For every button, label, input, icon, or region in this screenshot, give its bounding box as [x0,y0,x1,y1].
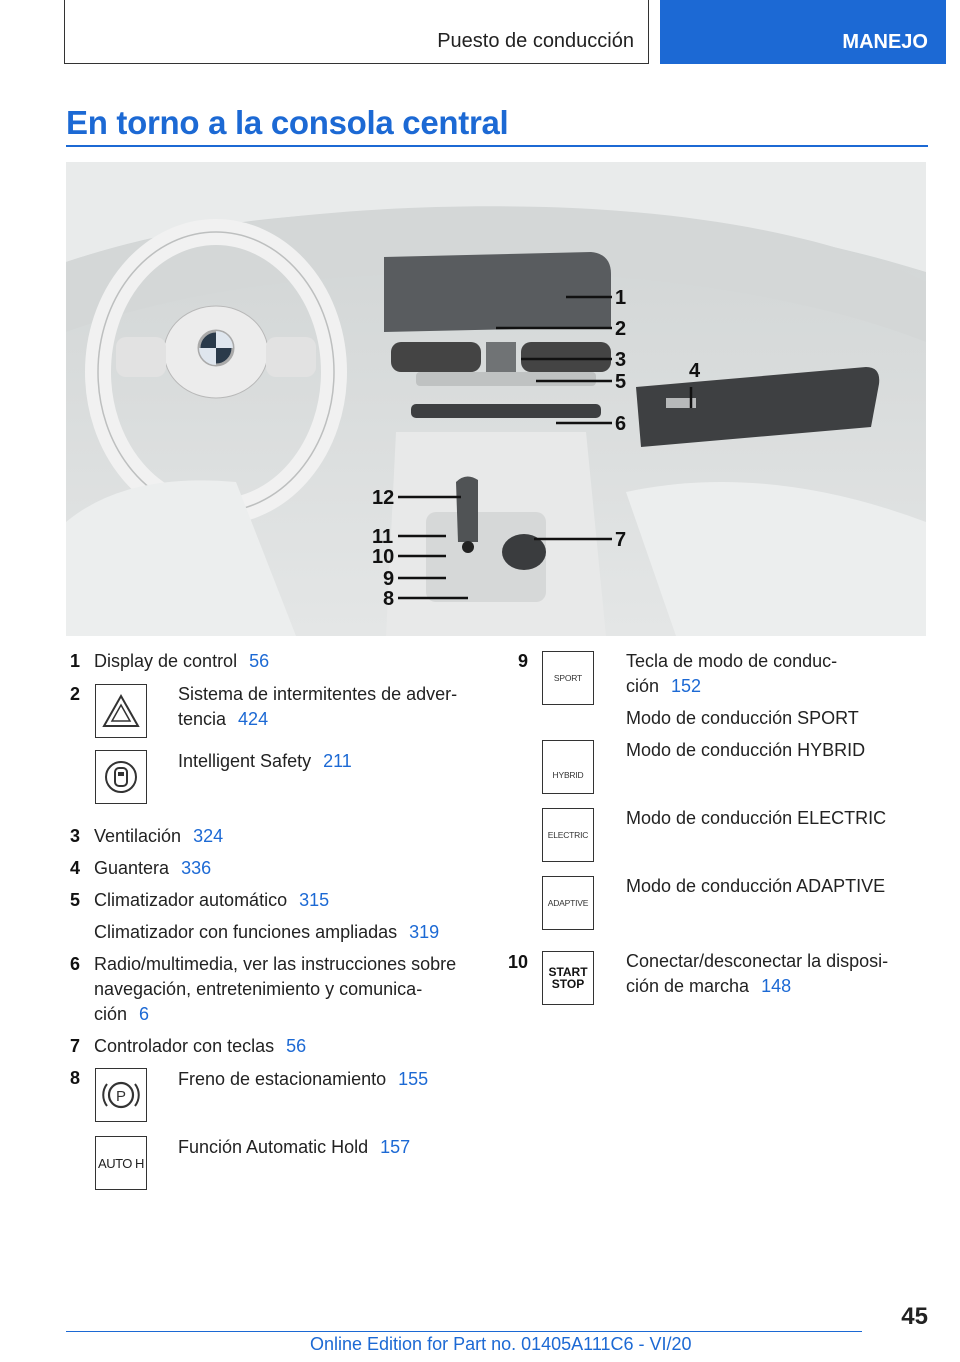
page-number: 45 [901,1303,928,1330]
legend-text-3: Ventilación [94,826,182,846]
callout-4: 4 [689,360,701,382]
intelligent-safety-icon [95,750,147,804]
hybrid-label: HYBRID [552,770,584,780]
callout-2: 2 [615,318,627,340]
page-ref-2a[interactable]: 424 [238,709,269,729]
legend-text-5a: Climatizador automático [94,890,288,910]
header-chapter-label: MANEJO [842,31,928,53]
callout-12: 12 [372,487,395,509]
legend-item-8a [178,1067,428,1092]
legend-number-4: 4 [69,858,80,878]
callout-3: 3 [615,349,627,371]
parking-brake-icon [95,1068,147,1122]
adaptive-button-icon [542,876,594,930]
legend-number-5: 5 [69,890,80,910]
legend-text-2b: Intelligent Safety [178,751,312,771]
callout-1: 1 [615,287,627,309]
page-ref-4[interactable]: 336 [181,858,212,878]
legend-item-2a [178,682,457,732]
callout-11: 11 [372,526,394,548]
legend-item-7 [94,1034,306,1059]
legend-text-2a-line1: Sistema de intermitentes de adver- [178,684,458,704]
legend-text-8a: Freno de estacionamiento [178,1069,387,1089]
legend-text-6-line2: navegación, entretenimiento y comunica- [94,979,423,999]
page-ref-2b[interactable]: 211 [323,751,352,771]
header-section-tab [64,0,649,64]
callout-6: 6 [615,413,627,435]
legend-text-8b: Función Automatic Hold [178,1137,369,1157]
header-section-label: Puesto de conducción [437,30,634,52]
footer-edition: Online Edition for Part no. 01405A111C6 - VI/20 [310,1334,692,1354]
cockpit-drawing [66,162,926,636]
header-chapter-tab[interactable] [660,0,946,64]
legend-text-9-electric: Modo de conducción ELECTRIC [626,808,887,828]
legend-text-5b: Climatizador con funciones ampliadas [94,922,398,942]
legend-text-9-line1: Tecla de modo de conduc- [626,651,838,671]
legend-text-7: Controlador con teclas [94,1036,275,1056]
electric-button-icon [542,808,594,862]
legend-item-5a [94,888,329,913]
page-ref-10[interactable]: 148 [761,976,792,996]
legend-number-8: 8 [69,1068,80,1088]
page-ref-8b[interactable]: 157 [380,1137,411,1157]
callout-9: 9 [383,568,395,590]
legend-item-4 [94,856,211,881]
callout-10: 10 [372,546,395,568]
auto-hold-button-icon [95,1136,147,1190]
page-ref-3[interactable]: 324 [193,826,224,846]
footer-divider [66,1331,862,1332]
callout-8: 8 [383,588,395,610]
legend-number-9: 9 [517,651,528,671]
legend-item-8b [178,1135,410,1160]
hazard-triangle-icon [95,684,147,738]
legend-number-2: 2 [69,684,80,704]
legend-item-9-sport [626,649,859,731]
stop-label: STOP [551,977,585,991]
page-ref-6[interactable]: 6 [139,1004,150,1024]
legend-text-1: Display de control [94,651,238,671]
legend-text-9-sport-mode: Modo de conducción SPORT [626,708,859,728]
legend-text-10-line1: Conectar/desconectar la disposi- [626,951,889,971]
start-label: START [548,965,588,979]
callout-7: 7 [615,529,627,551]
legend-item-2b [178,749,352,774]
legend-number-3: 3 [69,826,80,846]
legend-text-4: Guantera [94,858,170,878]
auto-hold-label: AUTO H [98,1155,144,1171]
legend-text-9-adaptive: Modo de conducción ADAPTIVE [626,876,886,896]
page-ref-5a[interactable]: 315 [299,890,330,910]
legend-text-9-hybrid: Modo de conducción HYBRID [626,740,866,760]
legend-number-6: 6 [69,954,80,974]
cockpit-illustration [66,162,926,636]
hybrid-button-icon [542,740,594,794]
page-ref-8a[interactable]: 155 [398,1069,429,1089]
legend-text-6-line3: ción [94,1004,128,1024]
page-ref-1[interactable]: 56 [249,651,270,671]
start-stop-button-icon [542,951,594,1005]
page-title: En torno a la consola central [66,104,509,141]
legend-item-6 [94,952,456,1027]
sport-label: SPORT [553,673,583,683]
legend-number-10: 10 [507,952,528,972]
legend-item-5b [94,920,439,945]
page-ref-7[interactable]: 56 [286,1036,307,1056]
legend-item-1 [94,649,269,674]
page-ref-5b[interactable]: 319 [409,922,440,942]
sport-button-icon [542,651,594,705]
legend-number-1: 1 [69,651,80,671]
legend-item-3 [94,824,223,849]
legend-number-7: 7 [69,1036,80,1056]
legend-text-9-line2: ción [626,676,660,696]
electric-label: ELECTRIC [547,830,589,840]
callout-5: 5 [615,371,627,393]
page-ref-9[interactable]: 152 [671,676,702,696]
legend-text-2a-line2: tencia [178,709,227,729]
title-divider [66,145,928,147]
legend-text-10-line2: ción de marcha [626,976,750,996]
svg-text:P: P [115,1088,127,1105]
legend-text-6-line1: Radio/multimedia, ver las instrucciones sobre [94,954,457,974]
adaptive-label: ADAPTIVE [547,898,589,908]
legend-item-10 [626,949,888,999]
